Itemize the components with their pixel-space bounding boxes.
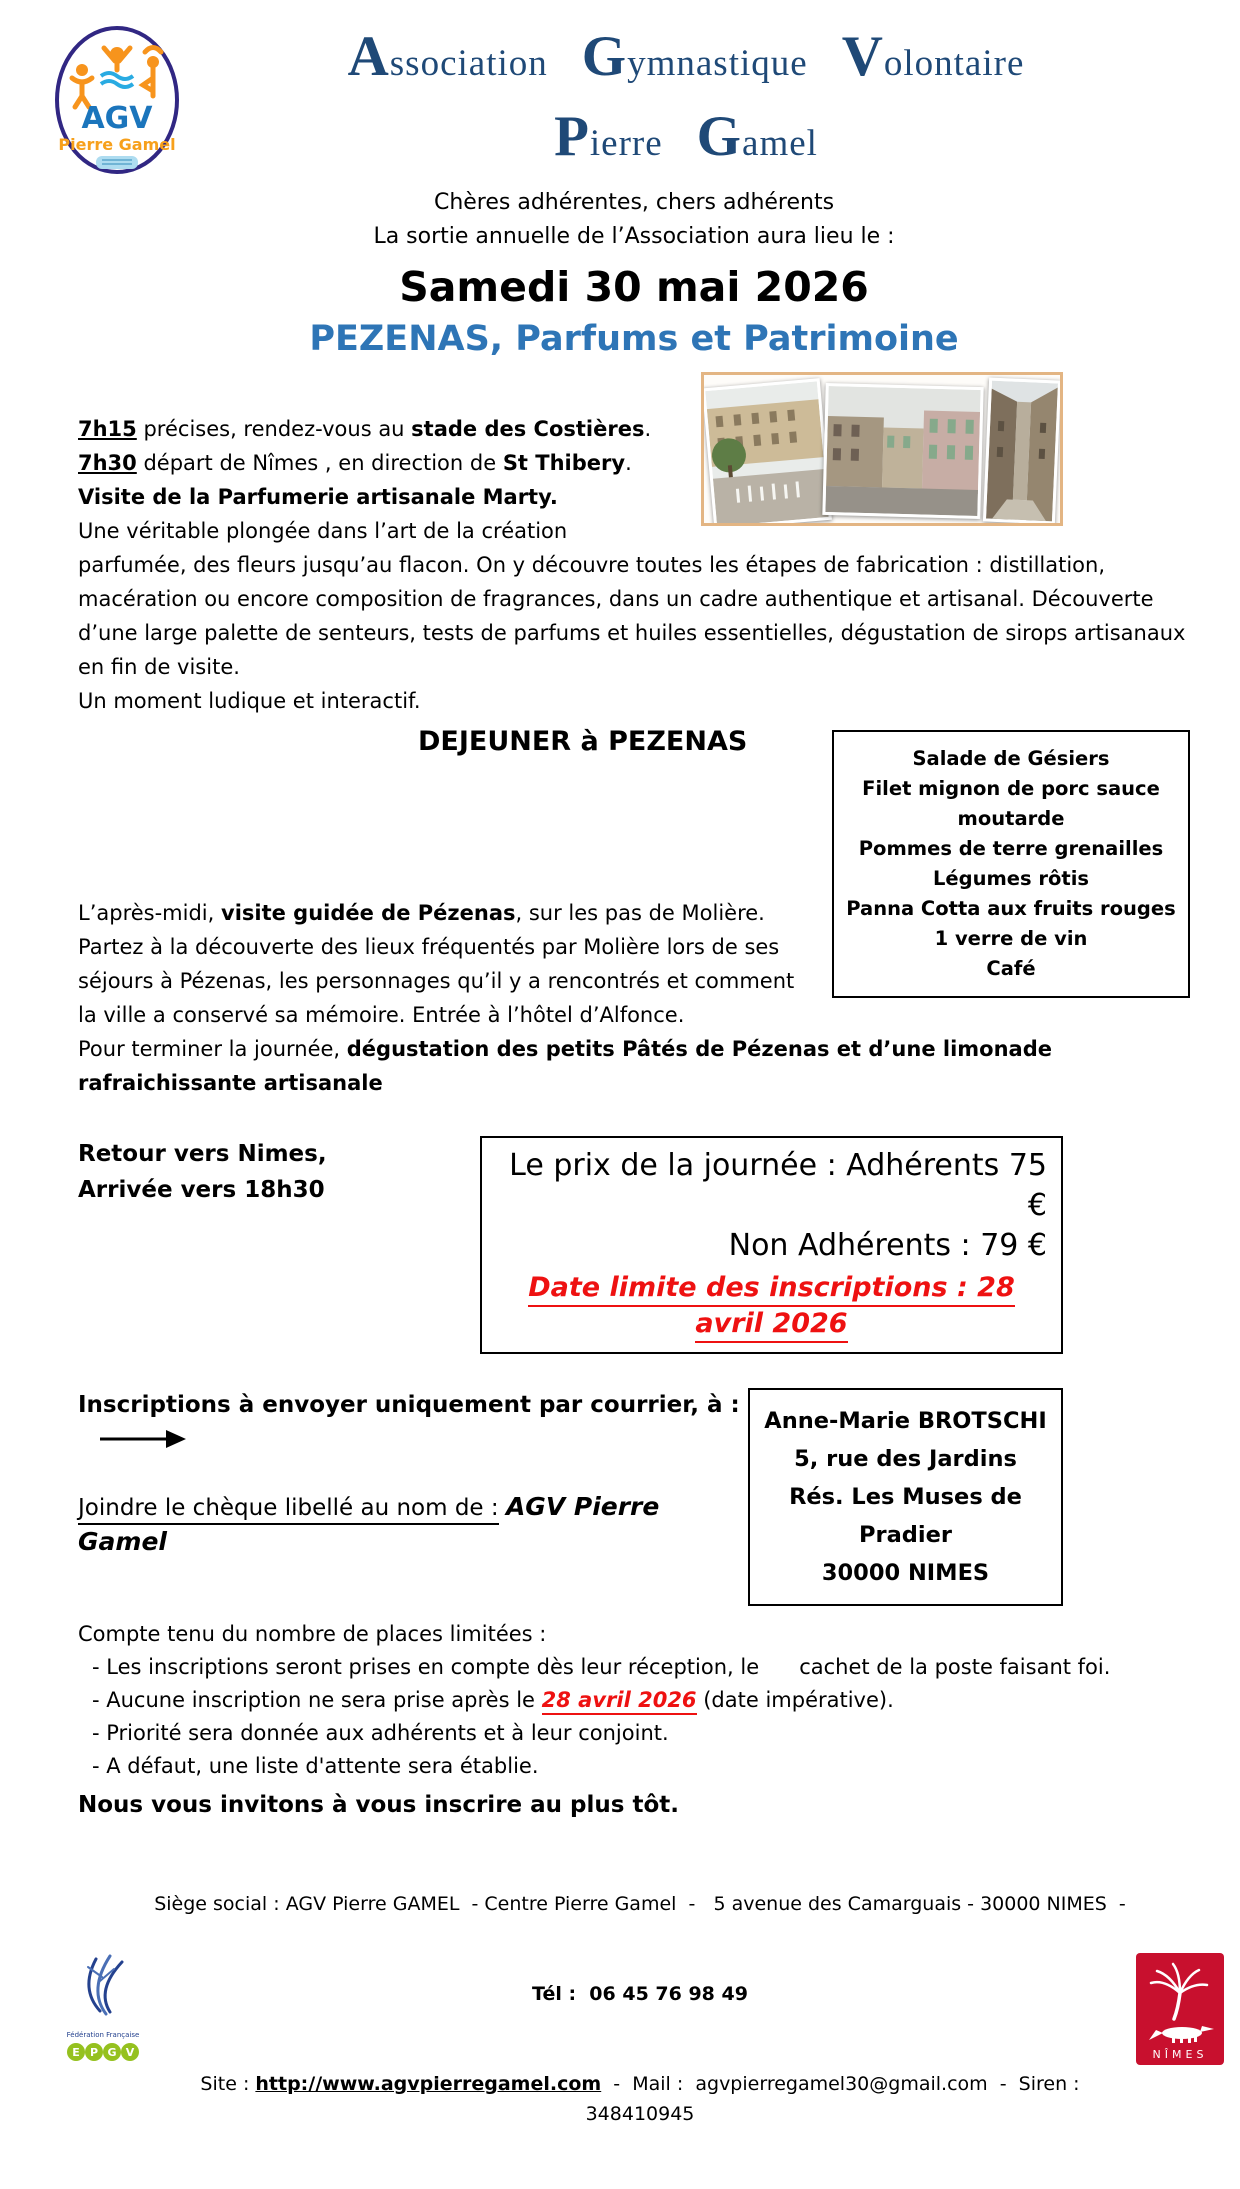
note-priority: - Priorité sera donnée aux adhérents et à leur conjoint. [92,1721,669,1745]
registration-deadline-text: Date limite des inscriptions : 28 avril 2026 [528,1272,1015,1343]
lunch-heading: DEJEUNER à PEZENAS [418,726,748,757]
title-word: ssociation [389,43,548,84]
note-waitlist: - A défaut, une liste d'attente sera établie. [92,1754,539,1778]
meeting-place: stade des Costières [411,417,645,441]
mail-label: Mail : [632,2073,696,2095]
price-members: Le prix de la journée : Adhérents 75 € [509,1148,1047,1223]
lunch-menu-box [832,730,1190,998]
price-section [78,1136,1190,1354]
footer [66,1829,1208,2189]
guided-tour: visite guidée de Pézenas [221,901,516,925]
cheque-instruction-text: Joindre le chèque libellé au nom de : [78,1495,499,1525]
menu-item: Pommes de terre grenailles [858,837,1164,860]
visit-title: Visite de la Parfumerie artisanale Marty. [78,485,558,509]
schedule-text: précises, rendez-vous au [136,417,412,441]
address-residence: Rés. Les Muses de Pradier [789,1484,1022,1548]
agv-logo-acronym: AGV [81,101,153,136]
footer-phone: Tél : 06 45 76 98 49 [532,1983,748,2005]
intro [78,186,1190,254]
registration-deadline [496,1270,1047,1342]
association-title-line2 [182,104,1190,184]
menu-item: Panna Cotta aux fruits rouges [846,897,1176,920]
website-link[interactable]: http://www.agvpierregamel.com [255,2073,602,2095]
price-non-members: Non Adhérents : 79 € [728,1228,1047,1263]
photo-old-town-square [822,383,983,519]
title-initial: V [841,25,884,88]
send-instruction-text: Inscriptions à envoyer uniquement par courrier, à : [78,1392,740,1418]
description-paragraph: parfumée, des fleurs jusqu’au flacon. On y découvre toutes les étapes de fabrication : distillation, macération ou encore composition de fragrances, dans un cadre authentique et artisanal. Découverte d’une large palette de senteurs, tests de parfums et huiles essentielles, dégustation de sirops artisanaux en fin de visite. [78,553,1186,679]
cheque-payee-name: AGV Pierre Gamel [78,1492,660,1556]
title-word: ymnastique [627,43,808,84]
note-text: (date impérative). [696,1688,894,1712]
note-deadline [78,1684,1190,1717]
tasting-highlight: dégustation des petits Pâtés de Pézenas et d’une limonade rafraichissante artisanale [78,1037,1052,1095]
menu-item: Café [986,957,1036,980]
epgv-letter: P [89,2046,99,2059]
footer-links-line [144,2069,1136,2129]
conditions-notes [78,1618,1190,1823]
nimes-logo-label: NÎMES [1152,2048,1208,2061]
email-address: agvpierregamel30@gmail.com [695,2073,988,2095]
menu-item: 1 verre de vin [934,927,1088,950]
inscriptions-section [78,1388,1190,1606]
agv-association-logo [52,24,182,176]
destination: St Thibery [502,451,626,475]
epgv-federation-logo [62,1953,144,2065]
event-subtitle: PEZENAS, Parfums et Patrimoine [309,319,959,359]
photo-narrow-street [983,377,1061,524]
title-initial: P [554,105,590,168]
morning-section [78,372,1190,718]
photo-fountain-square [702,378,832,526]
intro-greeting: Chères adhérentes, chers adhérents [433,190,835,215]
lunch-afternoon-section [78,724,1190,1100]
address-street: 5, rue des Jardins [794,1446,1017,1472]
notes-intro: Compte tenu du nombre de places limitées : [78,1622,547,1646]
title-initial: G [696,105,743,168]
epgv-letter: V [125,2046,135,2059]
title-word: olontaire [883,43,1025,84]
time-0730: 7h30 [78,451,137,475]
footer-contact-block [144,1829,1136,2189]
menu-item: Filet mignon de porc sauce moutarde [862,777,1160,830]
association-title-line1 [182,24,1190,104]
siren-number: Siren : 348410945 [585,2073,1086,2125]
arrow-right-icon [98,1428,186,1450]
afternoon-text: , sur les pas de Molière. Partez à la découverte des lieux fréquentés par Molière lors de ses séjours à Pézenas, les personnages qu’il y a rencontrés et comment la ville a conservé sa mémoire. Entrée à l’hôtel d’Alfonce. [78,901,795,1027]
mailing-address-box [748,1388,1063,1606]
agv-logo-name: Pierre Gamel [58,135,176,154]
afternoon-paragraph-2 [78,1032,1190,1100]
title-word: amel [742,123,818,164]
closing-invitation: Nous vous invitons à vous inscrire au plus tôt. [78,1792,679,1818]
title-initial: A [347,25,390,88]
return-line-1: Retour vers Nimes, [78,1141,327,1167]
schedule-text: . [625,451,632,475]
menu-item: Salade de Gésiers [912,747,1110,770]
return-line-2: Arrivée vers 18h30 [78,1177,325,1203]
header [58,22,1190,184]
event-date: Samedi 30 mai 2026 [399,263,869,311]
price-box [480,1136,1063,1354]
description-closing: Un moment ludique et interactif. [78,689,421,713]
schedule-text: départ de Nîmes , en direction de [136,451,503,475]
separator: - [601,2073,633,2095]
title-word: ierre [589,123,663,164]
site-label: Site : [200,2073,256,2095]
description-line: Une véritable plongée dans l’art de la création [78,519,568,543]
intro-announcement: La sortie annuelle de l’Association aura lieu le : [373,224,895,249]
epgv-letter: E [72,2046,80,2059]
schedule-text: . [644,417,652,441]
epgv-caption: Fédération Française [66,2031,140,2039]
menu-item: Légumes rôtis [932,867,1090,890]
address-name: Anne-Marie BROTSCHI [764,1408,1047,1434]
note-reception: - Les inscriptions seront prises en compte dès leur réception, le cachet de la poste faisant foi. [92,1655,1111,1679]
deadline-date: 28 avril 2026 [542,1688,697,1715]
footer-address-line: Siège social : AGV Pierre GAMEL - Centre Pierre Gamel - 5 avenue des Camarguais - 30000 NIMES - [154,1893,1126,1915]
association-title [182,24,1190,184]
time-0715: 7h15 [78,417,137,441]
pezenas-photos-collage [701,372,1063,526]
note-text: - Aucune inscription ne sera prise après le [92,1688,542,1712]
separator: - [987,2073,1019,2095]
title-initial: G [581,25,628,88]
nimes-city-logo [1136,1953,1224,2065]
epgv-letter: G [107,2046,117,2059]
afternoon-text: L’après-midi, [78,901,221,925]
afternoon-text: Pour terminer la journée, [78,1037,347,1061]
address-city: 30000 NIMES [821,1560,990,1586]
